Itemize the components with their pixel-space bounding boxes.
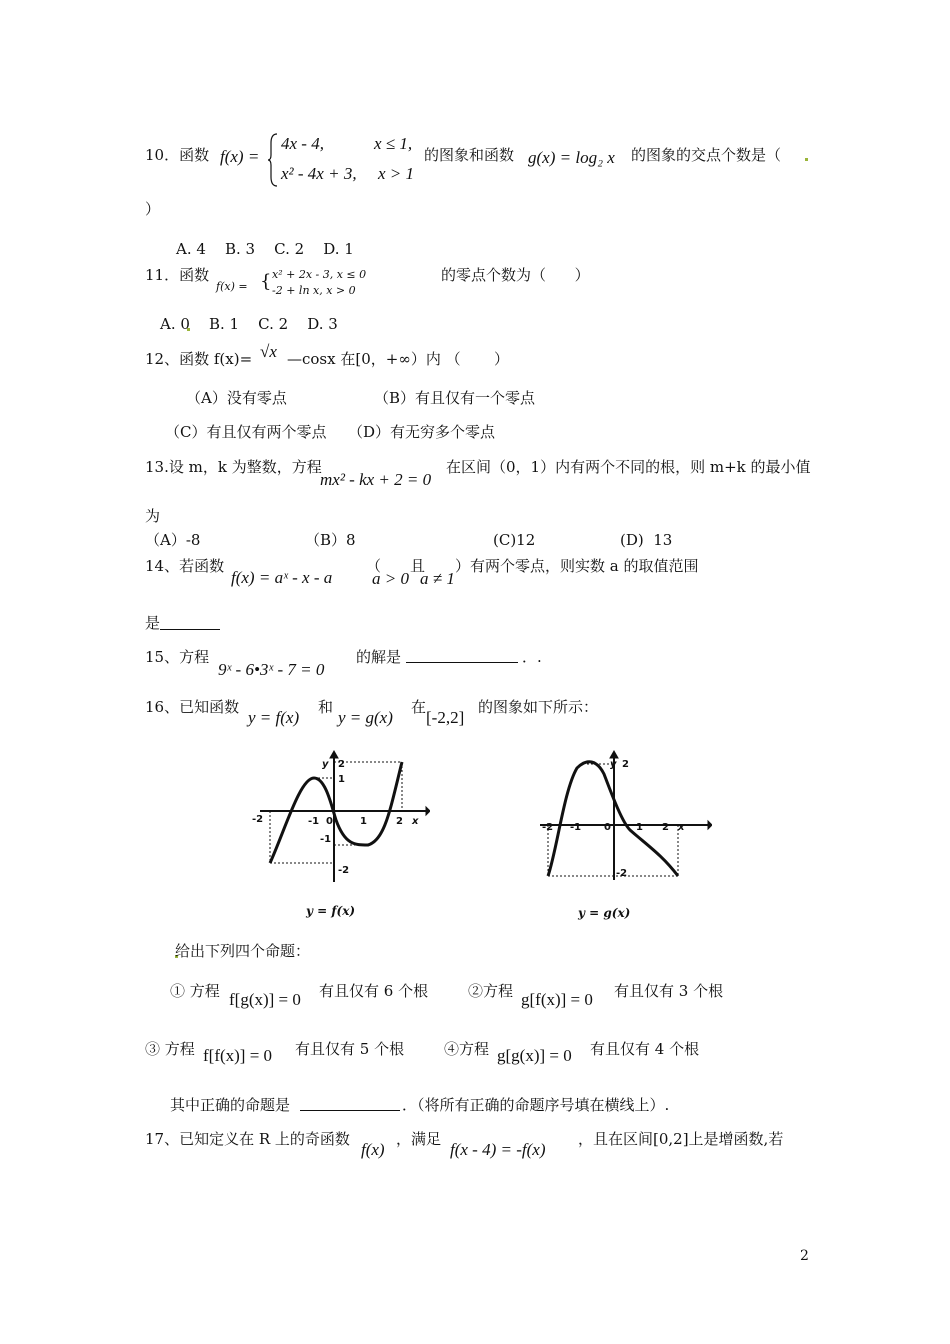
q16-p3-eq: f[f(x)] = 0 — [203, 1046, 273, 1065]
q12-rest: —cosx 在[0，+∞）内 （ ） — [287, 350, 509, 368]
q13-option-b: （B）8 — [305, 531, 356, 549]
q11-brace: { — [260, 271, 272, 292]
q16-p1-eq: f[g(x)] = 0 — [229, 990, 301, 1009]
q16-p2-text: 有且仅有 3 个根 — [614, 982, 724, 1000]
q16-p3-text: 有且仅有 5 个根 — [295, 1040, 405, 1058]
q13-equation: mx² - kx + 2 = 0 — [320, 470, 432, 489]
graph-g-caption: y = g(x) — [578, 906, 631, 920]
q11-number: 11．函数 — [145, 266, 210, 284]
page-number: 2 — [800, 1248, 809, 1264]
q15-equation: 9ˣ - 6•3ˣ - 7 = 0 — [218, 660, 325, 679]
graph-f-tick-neg1: -1 — [308, 816, 320, 827]
q10-gx: g(x) = log₂ x — [528, 148, 615, 167]
q10-case1-expr: 4x - 4, — [281, 134, 324, 153]
q10-case2-expr: x² - 4x + 3, — [281, 164, 357, 183]
q11-options: A. 0 B. 1 C. 2 D. 3 — [160, 315, 338, 333]
q16-intro: 给出下列四个命题： — [175, 942, 311, 960]
graph-g-tick-zero: 0 — [604, 822, 611, 833]
graph-f-y-one: 1 — [338, 774, 345, 785]
graph-f-y-label: y — [322, 759, 329, 770]
q16-p1-label: ① 方程 — [170, 982, 220, 1000]
q14-answer-blank[interactable] — [160, 615, 220, 630]
q17-tail: ，且在区间[0,2]上是增函数,若 — [578, 1130, 784, 1148]
q13-wrap: 为 — [145, 507, 161, 525]
graph-g-y-two: 2 — [622, 759, 629, 770]
q16-p4-label: ④方程 — [444, 1040, 490, 1058]
graph-f-caption: y = f(x) — [306, 904, 356, 918]
graph-f-tick-zero: 0 — [326, 816, 333, 827]
q16-p1-text: 有且仅有 6 个根 — [319, 982, 429, 1000]
q17-mid: ，满足 — [396, 1130, 442, 1148]
q16-p4-text: 有且仅有 4 个根 — [590, 1040, 700, 1058]
q15-number: 15、方程 — [145, 648, 210, 666]
graph-f-tick-one: 1 — [360, 816, 367, 827]
q16-p2-eq: g[f(x)] = 0 — [521, 990, 593, 1009]
q13-tail: 在区间（0，1）内有两个不同的根，则 m+k 的最小值 — [446, 458, 811, 476]
q17-fx: f(x) — [361, 1140, 385, 1159]
graph-g-tick-neg2: -2 — [542, 822, 554, 833]
q16-p4-eq: g[g(x)] = 0 — [497, 1046, 572, 1065]
q11-tail: 的零点个数为（ ） — [441, 266, 590, 284]
q15-end: ．. — [522, 648, 542, 666]
q10-case2-cond: x > 1 — [378, 164, 415, 183]
graph-f-y-two: 2 — [338, 759, 345, 770]
q10-mid-text: 的图象和函数 — [424, 146, 515, 164]
q13-number: 13.设 m，k 为整数，方程 — [145, 458, 322, 476]
q16-tail: 的图象如下所示： — [478, 698, 599, 716]
q14-and: 且 — [410, 557, 426, 575]
q16-correct-label: 其中正确的命题是 — [170, 1096, 291, 1114]
q16-p3-label: ③ 方程 — [145, 1040, 195, 1058]
q15-tail: 的解是 — [356, 648, 402, 666]
q14-wrap: 是 — [145, 614, 161, 632]
q10-close: ） — [145, 200, 161, 218]
graph-g-tick-one: 1 — [636, 822, 643, 833]
q17-equation: f(x - 4) = -f(x) — [450, 1140, 546, 1159]
q12-option-c: （C）有且仅有两个零点 — [165, 423, 327, 441]
q13-option-a: （A）-8 — [145, 531, 201, 549]
q12-number: 12、函数 f(x)= — [145, 350, 253, 368]
q10-brace — [268, 133, 278, 187]
q12-option-a: （A）没有零点 — [186, 389, 287, 407]
q14-tail: ）有两个零点，则实数 a 的取值范围 — [455, 557, 699, 575]
graph-f-x-label: x — [412, 816, 419, 827]
graph-g — [532, 750, 712, 885]
marker-dot — [805, 158, 808, 161]
q12-sqrt: √x — [260, 342, 277, 361]
q13-option-c: (C)12 — [493, 531, 536, 549]
q10-options: A. 4 B. 3 C. 2 D. 1 — [176, 240, 354, 258]
q14-cond-a: a > 0 — [372, 569, 409, 588]
q14-paren-open: （ — [366, 557, 382, 575]
q16-p2-label: ②方程 — [468, 982, 514, 1000]
q11-fx: f(x) = — [216, 280, 248, 293]
graph-g-y-label: y — [610, 759, 617, 770]
q16-f: y = f(x) — [248, 708, 300, 727]
q11-formula-line2: -2 + ln x, x > 0 — [272, 284, 356, 297]
q16-and: 和 — [318, 698, 334, 716]
q16-answer-blank[interactable] — [300, 1096, 400, 1111]
q16-correct-tail: ．（将所有正确的命题序号填在横线上）. — [402, 1096, 670, 1114]
q16-in: 在 — [411, 698, 427, 716]
q12-option-b: （B）有且仅有一个零点 — [374, 389, 536, 407]
q14-cond-b: a ≠ 1 — [420, 569, 455, 588]
graph-g-tick-two: 2 — [662, 822, 669, 833]
q13-option-d: (D) 13 — [620, 531, 673, 549]
graph-f-tick-neg2: -2 — [252, 814, 264, 825]
q12-option-d: （D）有无穷多个零点 — [348, 423, 496, 441]
q16-number: 16、已知函数 — [145, 698, 240, 716]
graph-f-tick-two: 2 — [396, 816, 403, 827]
q10-tail: 的图象的交点个数是（ — [631, 146, 782, 164]
q15-answer-blank[interactable] — [406, 648, 518, 663]
q10-fx: f(x) = — [220, 147, 260, 166]
graph-g-tick-neg1: -1 — [570, 822, 582, 833]
q14-equation: f(x) = aˣ - x - a — [231, 568, 333, 587]
q11-formula-line1: x² + 2x - 3, x ≤ 0 — [272, 268, 367, 281]
graph-g-y-neg2: -2 — [616, 868, 628, 879]
graph-f-y-neg1: -1 — [320, 834, 332, 845]
graph-g-x-label: x — [678, 822, 685, 833]
graph-f — [250, 750, 430, 885]
q10-case1-cond: x ≤ 1, — [374, 134, 413, 153]
graph-f-y-neg2: -2 — [338, 865, 350, 876]
q16-interval: [-2,2] — [426, 708, 465, 727]
q10-number: 10．函数 — [145, 146, 210, 164]
q17-number: 17、已知定义在 R 上的奇函数 — [145, 1130, 350, 1148]
q16-g: y = g(x) — [338, 708, 393, 727]
q14-number: 14、若函数 — [145, 557, 225, 575]
